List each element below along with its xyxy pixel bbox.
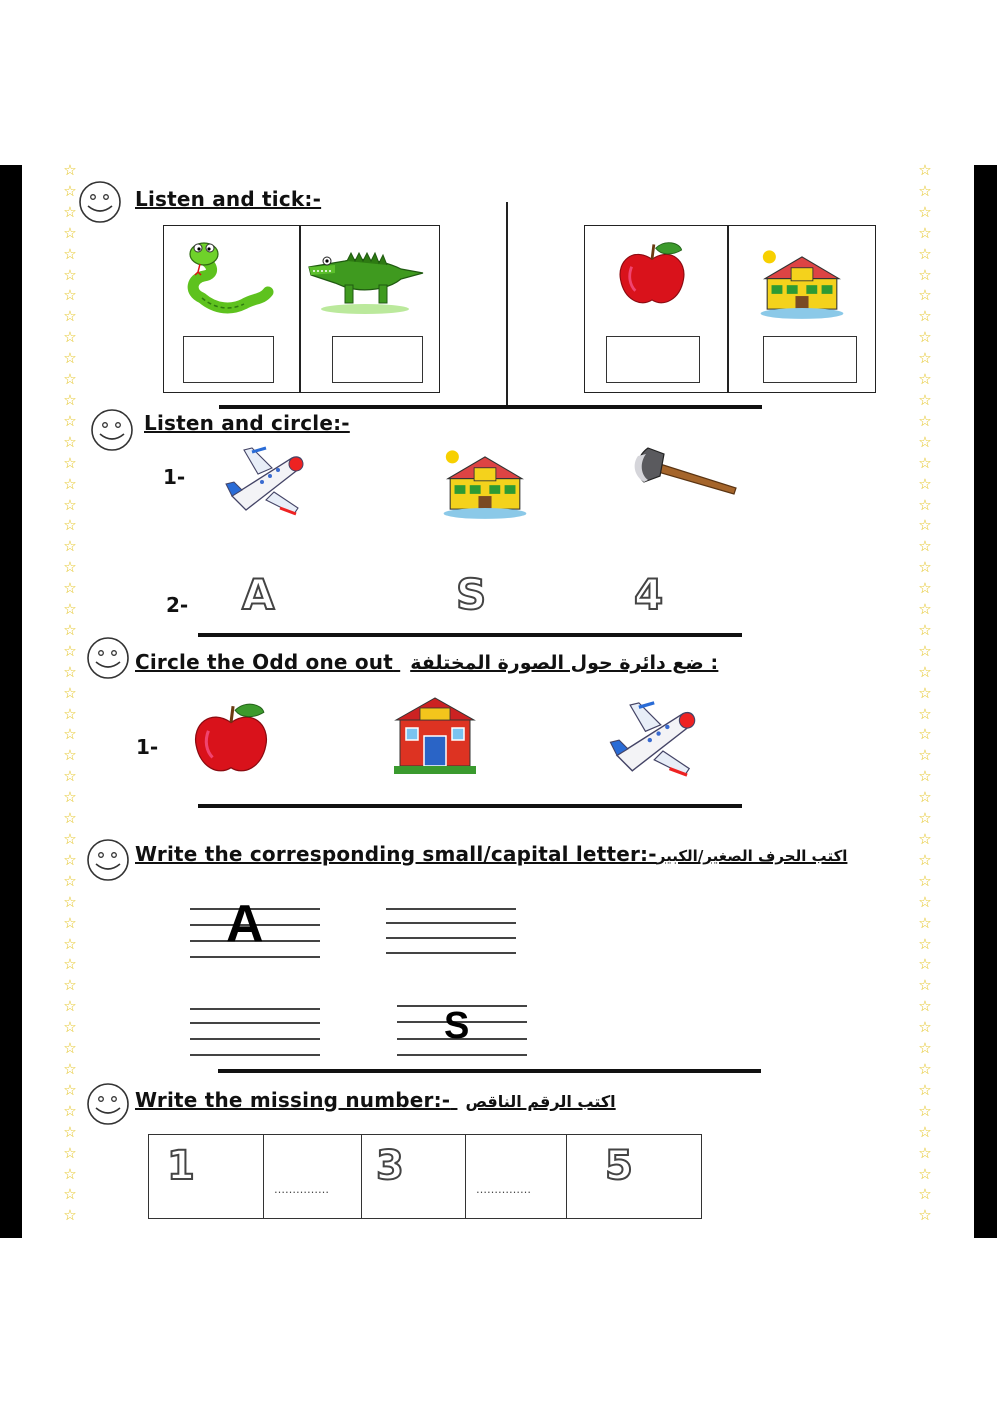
star-icon: ☆	[918, 1101, 932, 1120]
writing-lines-blank-2[interactable]	[190, 1008, 320, 1058]
star-icon: ☆	[918, 1039, 932, 1058]
star-icon: ☆	[918, 495, 932, 514]
odd-one-out-title-ar: : ضع دائرة حول الصورة المختلفة	[410, 652, 719, 674]
star-icon: ☆	[63, 181, 77, 200]
star-icon: ☆	[918, 892, 932, 911]
star-icon: ☆	[918, 558, 932, 577]
star-icon: ☆	[918, 1143, 932, 1162]
star-icon: ☆	[918, 830, 932, 848]
section-divider-3	[198, 804, 742, 808]
star-icon: ☆	[918, 349, 932, 368]
star-icon: ☆	[63, 537, 77, 556]
star-icon: ☆	[63, 390, 77, 409]
star-icon: ☆	[918, 788, 932, 807]
divider-vertical	[506, 202, 508, 407]
tick-box-school[interactable]	[763, 336, 857, 383]
star-icon: ☆	[63, 286, 77, 305]
star-icon: ☆	[63, 370, 77, 389]
star-icon: ☆	[918, 600, 932, 619]
star-icon: ☆	[63, 788, 77, 807]
row-label-2: 2-	[166, 593, 189, 617]
star-icon: ☆	[918, 181, 932, 200]
star-icon: ☆	[63, 704, 77, 723]
airplane-icon[interactable]	[220, 444, 308, 518]
letters-title	[135, 842, 847, 866]
star-icon: ☆	[918, 934, 932, 953]
star-icon: ☆	[918, 1059, 932, 1078]
star-icon: ☆	[63, 349, 77, 368]
star-icon: ☆	[918, 1018, 932, 1037]
star-icon: ☆	[918, 537, 932, 556]
star-icon: ☆	[918, 913, 932, 932]
missing-number-title-ar: اكتب الرقم الناقص	[465, 1092, 616, 1111]
star-icon: ☆	[63, 516, 77, 535]
star-icon: ☆	[918, 516, 932, 535]
school-icon[interactable]	[390, 694, 480, 776]
smiley-face-icon	[86, 838, 130, 882]
smiley-face-icon	[90, 408, 134, 452]
star-icon: ☆	[63, 620, 77, 639]
listen-circle-title: Listen and circle:-	[144, 411, 350, 435]
star-icon: ☆	[918, 1185, 932, 1204]
star-icon: ☆	[918, 286, 932, 305]
star-icon: ☆	[918, 202, 932, 221]
star-border-right	[915, 160, 935, 1226]
number-cell-1: 1	[149, 1135, 264, 1218]
star-icon: ☆	[63, 161, 77, 179]
star-icon: ☆	[63, 1080, 77, 1099]
star-icon: ☆	[918, 1080, 932, 1099]
star-icon: ☆	[918, 662, 932, 681]
letters-title-en: Write the corresponding small/capital letter:-	[135, 842, 657, 866]
star-border-left	[60, 160, 80, 1226]
star-icon: ☆	[63, 474, 77, 493]
star-icon: ☆	[63, 328, 77, 347]
left-black-bar	[0, 165, 22, 1238]
tick-box-snake[interactable]	[183, 336, 274, 383]
star-icon: ☆	[63, 871, 77, 890]
number-cell-5: 5	[605, 1143, 633, 1189]
star-icon: ☆	[918, 620, 932, 639]
star-icon: ☆	[918, 767, 932, 786]
star-icon: ☆	[63, 976, 77, 995]
star-icon: ☆	[63, 1018, 77, 1037]
star-icon: ☆	[63, 558, 77, 577]
star-icon: ☆	[918, 244, 932, 263]
given-letter-a: A	[226, 895, 264, 953]
section-divider-2	[198, 633, 742, 637]
star-icon: ☆	[63, 1185, 77, 1204]
crocodile-icon	[305, 243, 425, 315]
airplane-icon[interactable]	[606, 696, 698, 782]
axe-icon[interactable]	[626, 442, 740, 498]
star-icon: ☆	[918, 871, 932, 890]
star-icon: ☆	[63, 1101, 77, 1120]
letters-title-ar: اكتب الحرف الصغير/الكبير	[656, 847, 848, 865]
star-icon: ☆	[918, 1122, 932, 1141]
star-icon: ☆	[63, 662, 77, 681]
star-icon: ☆	[918, 328, 932, 347]
star-icon: ☆	[918, 704, 932, 723]
star-icon: ☆	[63, 411, 77, 430]
number-cell-blank-1[interactable]: ……………	[264, 1135, 362, 1218]
star-icon: ☆	[63, 683, 77, 702]
tick-box-apple[interactable]	[606, 336, 700, 383]
star-icon: ☆	[63, 453, 77, 472]
outline-number-4[interactable]: 4	[634, 570, 664, 619]
star-icon: ☆	[918, 1206, 932, 1225]
writing-lines-blank-1[interactable]	[386, 908, 516, 958]
star-icon: ☆	[918, 453, 932, 472]
school-icon	[750, 246, 854, 320]
star-icon: ☆	[63, 265, 77, 284]
tick-box-crocodile[interactable]	[332, 336, 423, 383]
smiley-face-icon	[86, 636, 130, 680]
star-icon: ☆	[918, 850, 932, 869]
star-icon: ☆	[918, 411, 932, 430]
star-icon: ☆	[918, 223, 932, 242]
star-icon: ☆	[918, 432, 932, 451]
star-icon: ☆	[63, 432, 77, 451]
snake-icon	[182, 238, 276, 322]
row-label-1: 1-	[163, 465, 186, 489]
star-icon: ☆	[63, 1206, 77, 1225]
star-icon: ☆	[63, 1122, 77, 1141]
star-icon: ☆	[63, 934, 77, 953]
star-icon: ☆	[918, 641, 932, 660]
star-icon: ☆	[918, 976, 932, 995]
star-icon: ☆	[918, 579, 932, 598]
odd-one-out-title	[135, 650, 718, 674]
star-icon: ☆	[918, 1164, 932, 1183]
star-icon: ☆	[63, 830, 77, 848]
apple-icon[interactable]	[180, 700, 282, 780]
star-icon: ☆	[63, 892, 77, 911]
given-letter-s: S	[444, 1005, 470, 1047]
star-icon: ☆	[918, 265, 932, 284]
star-icon: ☆	[918, 683, 932, 702]
star-icon: ☆	[63, 307, 77, 326]
star-icon: ☆	[63, 725, 77, 744]
missing-number-table	[148, 1134, 702, 1219]
star-icon: ☆	[63, 579, 77, 598]
star-icon: ☆	[63, 913, 77, 932]
star-icon: ☆	[918, 474, 932, 493]
star-icon: ☆	[63, 244, 77, 263]
odd-one-out-title-en: Circle the Odd one out	[135, 650, 394, 674]
star-icon: ☆	[63, 1039, 77, 1058]
star-icon: ☆	[63, 641, 77, 660]
star-icon: ☆	[63, 746, 77, 765]
school-icon[interactable]	[430, 446, 540, 520]
star-icon: ☆	[918, 390, 932, 409]
missing-number-title	[135, 1088, 616, 1112]
star-icon: ☆	[63, 850, 77, 869]
smiley-face-icon	[78, 180, 122, 224]
star-icon: ☆	[63, 223, 77, 242]
star-icon: ☆	[918, 307, 932, 326]
star-icon: ☆	[918, 161, 932, 179]
apple-icon	[615, 236, 689, 314]
star-icon: ☆	[918, 997, 932, 1016]
star-icon: ☆	[63, 997, 77, 1016]
section-divider-1	[219, 405, 762, 409]
smiley-face-icon	[86, 1082, 130, 1126]
outline-letter-s[interactable]: S	[456, 570, 487, 619]
star-icon: ☆	[918, 370, 932, 389]
star-icon: ☆	[918, 809, 932, 828]
missing-number-title-en: Write the missing number:-	[135, 1088, 451, 1112]
star-icon: ☆	[63, 767, 77, 786]
star-icon: ☆	[63, 1059, 77, 1078]
listen-tick-title: Listen and tick:-	[135, 187, 322, 211]
number-cell-blank-2[interactable]: ……………	[466, 1135, 567, 1218]
star-icon: ☆	[63, 1143, 77, 1162]
star-icon: ☆	[63, 495, 77, 514]
right-black-bar	[974, 165, 997, 1238]
star-icon: ☆	[63, 1164, 77, 1183]
star-icon: ☆	[918, 725, 932, 744]
star-icon: ☆	[63, 955, 77, 974]
star-icon: ☆	[63, 202, 77, 221]
row-label-odd: 1-	[136, 735, 159, 759]
section-divider-4	[218, 1069, 761, 1073]
outline-letter-a[interactable]: A	[242, 570, 275, 619]
star-icon: ☆	[63, 809, 77, 828]
star-icon: ☆	[63, 600, 77, 619]
star-icon: ☆	[918, 955, 932, 974]
number-cell-3: 3	[362, 1135, 466, 1218]
star-icon: ☆	[918, 746, 932, 765]
